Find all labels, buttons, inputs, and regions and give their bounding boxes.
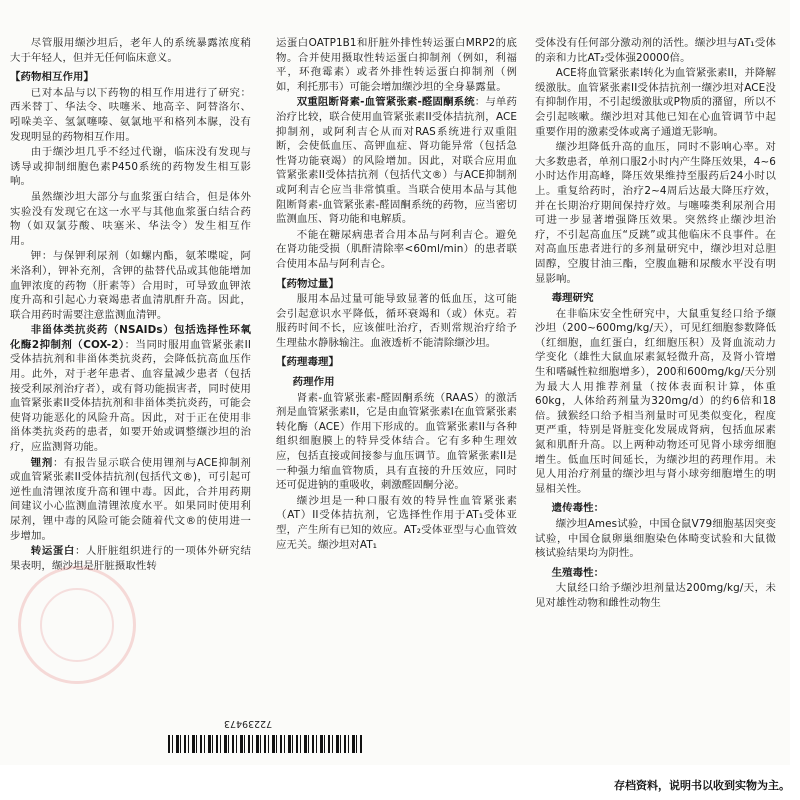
nsaid-heading: 非甾体类抗炎药（NSAIDs）包括选择性环氧化酶2抑制剂（COX-2） [10, 324, 251, 351]
section-heading-pharmacology: 【药理毒理】 [276, 356, 339, 369]
paragraph: 虽然缬沙坦大部分与血浆蛋白结合，但是体外实验没有发现它在这一水平与其他血浆蛋白结合药物（如双氯芬酸、呋塞米、华法令）发生相互作用。 [10, 190, 251, 247]
paragraph: 已对本品与以下药物的相互作用进行了研究：西米替丁、华法令、呋噻米、地高辛、阿替洛尔、吲哚美辛、氢氯噻嗪、氨氯地平和格列本脲，没有发现明显的药物相互作用。 [10, 86, 251, 143]
paragraph-potassium: 钾：与保钾利尿剂（如螺内酯，氨苯喋啶，阿米洛利），钾补充剂，含钾的盐替代品或其他能增加血钾浓度的药物（肝素等）合用时，可导致血钾浓度升高和引起心力衰竭患者血清肌酐升高。因此，联合用药时需要注意监测血清钾。 [10, 250, 251, 321]
section-heading-interactions: 【药物相互作用】 [10, 71, 94, 84]
barcode-number: 72239473 [224, 718, 273, 729]
paragraph: 缬沙坦是一种口服有效的特异性血管紧张素（AT）II受体拮抗剂，它选择性作用于AT₁受体亚型，产生所有已知的效应。AT₂受体亚型与心血管效应无关。缬沙坦对AT₁ [276, 494, 517, 551]
paragraph: 大鼠经口给予缬沙坦剂量达200mg/kg/天，未见对雄性动物和雌性动物生 [535, 582, 776, 609]
barcode [168, 735, 363, 753]
paragraph: 肾素-血管紧张素-醛固酮系统（RAAS）的激活剂是血管紧张素II，它是由血管紧张素I在血管紧张素转化酶（ACE）作用下形成的。血管紧张素II与各种组织细胞膜上的特异受体结合。它有多种生理效应，包括直接或间接参与血压调节。血管紧张素II是一种强力缩血管物质，具有直接的升压效应，同时还可促进钠的重吸收，刺激醛固酮分泌。 [276, 391, 517, 492]
paragraph: 缬沙坦Ames试验，中国仓鼠V79细胞基因突变试验，中国仓鼠卵巢细胞染色体畸变试验和大鼠微核试验结果均为阴性。 [535, 518, 776, 560]
paragraph-transport: 转运蛋白：人肝脏组织进行的一项体外研究结果表明，缬沙坦是肝脏摄取性转 [10, 545, 251, 572]
subheading-reproductive-toxicity: 生殖毒性： [551, 566, 605, 579]
subheading-genotoxicity: 遗传毒性： [551, 502, 605, 515]
paragraph: 在非临床安全性研究中，大鼠重复经口给予缬沙坦（200~600mg/kg/天），可见红细胞参数降低（红细胞，血红蛋白，红细胞压积）及肾血流动力学变化（雄性大鼠血尿素氮轻微升高，及肾小管增生和嗜碱性粒细胞增多），200和600mg/kg/天分别为最大人用推荐剂量（按体表面积计算，体重60kg，人体给药剂量为320mg/d）的约6倍和18倍。狨猴经口给予相当剂量时可见类似变化，程度更严重，特别是肾脏变化发展成肾病，包括血尿素氮和肌酐升高。以上两种动物还可见肾小球旁细胞增生。低血压时间延长，为缬沙坦的药理作用。未见人用治疗剂量的缬沙坦与肾小球旁细胞增生的明显相关性。 [535, 307, 776, 495]
text-column-middle [276, 36, 517, 726]
paragraph: 受体没有任何部分激动剂的活性。缬沙坦与AT₁受体的亲和力比AT₂受体强20000倍。 [535, 37, 776, 64]
paragraph-nsaid: 非甾体类抗炎药（NSAIDs）包括选择性环氧化酶2抑制剂（COX-2）：当同时服用血管紧张素II受体拮抗剂和非甾体类抗炎药，会降低抗高血压作用。此外，对于老年患者、血容量减少患者（包括接受利尿剂治疗者），或有肾功能损害者，同时使用血管紧张素II受体拮抗剂和非甾体类抗炎药，可能会使肾功能恶化的风险升高。因此，对于正在使用非甾体类抗炎药的患者，如要开始或调整缬沙坦的治疗，应监测肾功能。 [10, 324, 251, 454]
paragraph: 服用本品过量可能导致显著的低血压，这可能会引起意识水平降低，循环衰竭和（或）休克。若服药时间不长，应该催吐治疗，否则常规治疗给予生理盐水静脉输注。血液透析不能清除缬沙坦。 [276, 293, 517, 349]
paragraph: 由于缬沙坦几乎不经过代谢，临床没有发现与诱导或抑制细胞色素P450系统的药物发生相互影响。 [10, 146, 251, 188]
subheading-toxicology: 毒理研究 [551, 292, 594, 305]
paragraph-dual-blockade: 双重阻断肾素-血管紧张素-醛固酮系统：与单药治疗比较，联合使用血管紧张素II受体拮抗剂，ACE抑制剂，或阿利吉仑从而对RAS系统进行双重阻断，会使低血压、高钾血症、肾功能异常（包括急性肾功能衰竭）的风险增加。因此，对联合应用血管紧张素II受体拮抗剂（包括代文®）与ACE抑制剂或阿利吉仑应当非常慎重。当联合使用本品与其他阻断肾素-血管紧张素-醛固酮系统的药物，应当密切监测血压、肾功能和电解质。 [276, 96, 517, 226]
subheading-pharmacology-action: 药理作用 [292, 376, 335, 389]
section-heading-overdose: 【药物过量】 [276, 277, 339, 290]
paragraph: ACE将血管紧张素I转化为血管紧张素II，并降解缓激肽。血管紧张素II受体拮抗剂一缬沙坦对ACE没有抑制作用，不引起缓激肽或P物质的潴留，所以不会引起咳嗽。缬沙坦对其他已知在心血管调节中起重要作用的激素受体或离子通道无影响。 [535, 67, 776, 138]
paragraph: 运蛋白OATP1B1和肝脏外排性转运蛋白MRP2的底物。合并使用摄取性转运蛋白抑制剂（例如，利福平，环孢霉素）或者外排性转运蛋白抑制剂（例如，利托那韦）可能会增加缬沙坦的全身暴露量。 [276, 37, 517, 93]
archive-note: 存档资料，说明书以收到实物为主。 [614, 779, 790, 792]
paragraph-elderly: 尽管服用缬沙坦后，老年人的系统暴露浓度稍大于年轻人，但并无任何临床意义。 [10, 37, 251, 64]
transport-heading: 转运蛋白 [30, 545, 75, 558]
lithium-heading: 锂剂 [30, 456, 53, 469]
text-column-right [535, 36, 776, 726]
paragraph: 不能在糖尿病患者合用本品与阿利吉仑。避免在肾功能受损（肌酐清除率<60ml/min）的患者联合使用本品与阿利吉仑。 [276, 228, 517, 270]
dual-blockade-heading: 双重阻断肾素-血管紧张素-醛固酮系统 [296, 96, 475, 109]
paragraph-lithium: 锂剂：有报告显示联合使用锂剂与ACE抑制剂或血管紧张素II受体拮抗剂(包括代文®)，可引起可逆性血清锂浓度升高和锂中毒。因此，合并用药期间建议小心监测血清锂浓度水平。如果同时使用利尿剂，锂中毒的风险可能会随着代文®的使用进一步增加。 [10, 456, 251, 542]
stamp-seal-inner [40, 588, 114, 662]
paragraph: 缬沙坦降低升高的血压，同时不影响心率。对大多数患者，单剂口服2小时内产生降压效果，4~6小时达作用高峰，降压效果维持至服药后24小时以上。重复给药时，治疗2~4周后达最大降压疗效，并在长期治疗期间保持疗效。与噻嗪类利尿剂合用可进一步显著增强降压效果。突然终止缬沙坦治疗，不引起高血压“反跳”或其他临床不良事件。在对高血压患者进行的多剂量研究中，缬沙坦对总胆固醇，空腹甘油三酯，空腹血糖和尿酸水平没有明显影响。 [535, 141, 776, 285]
